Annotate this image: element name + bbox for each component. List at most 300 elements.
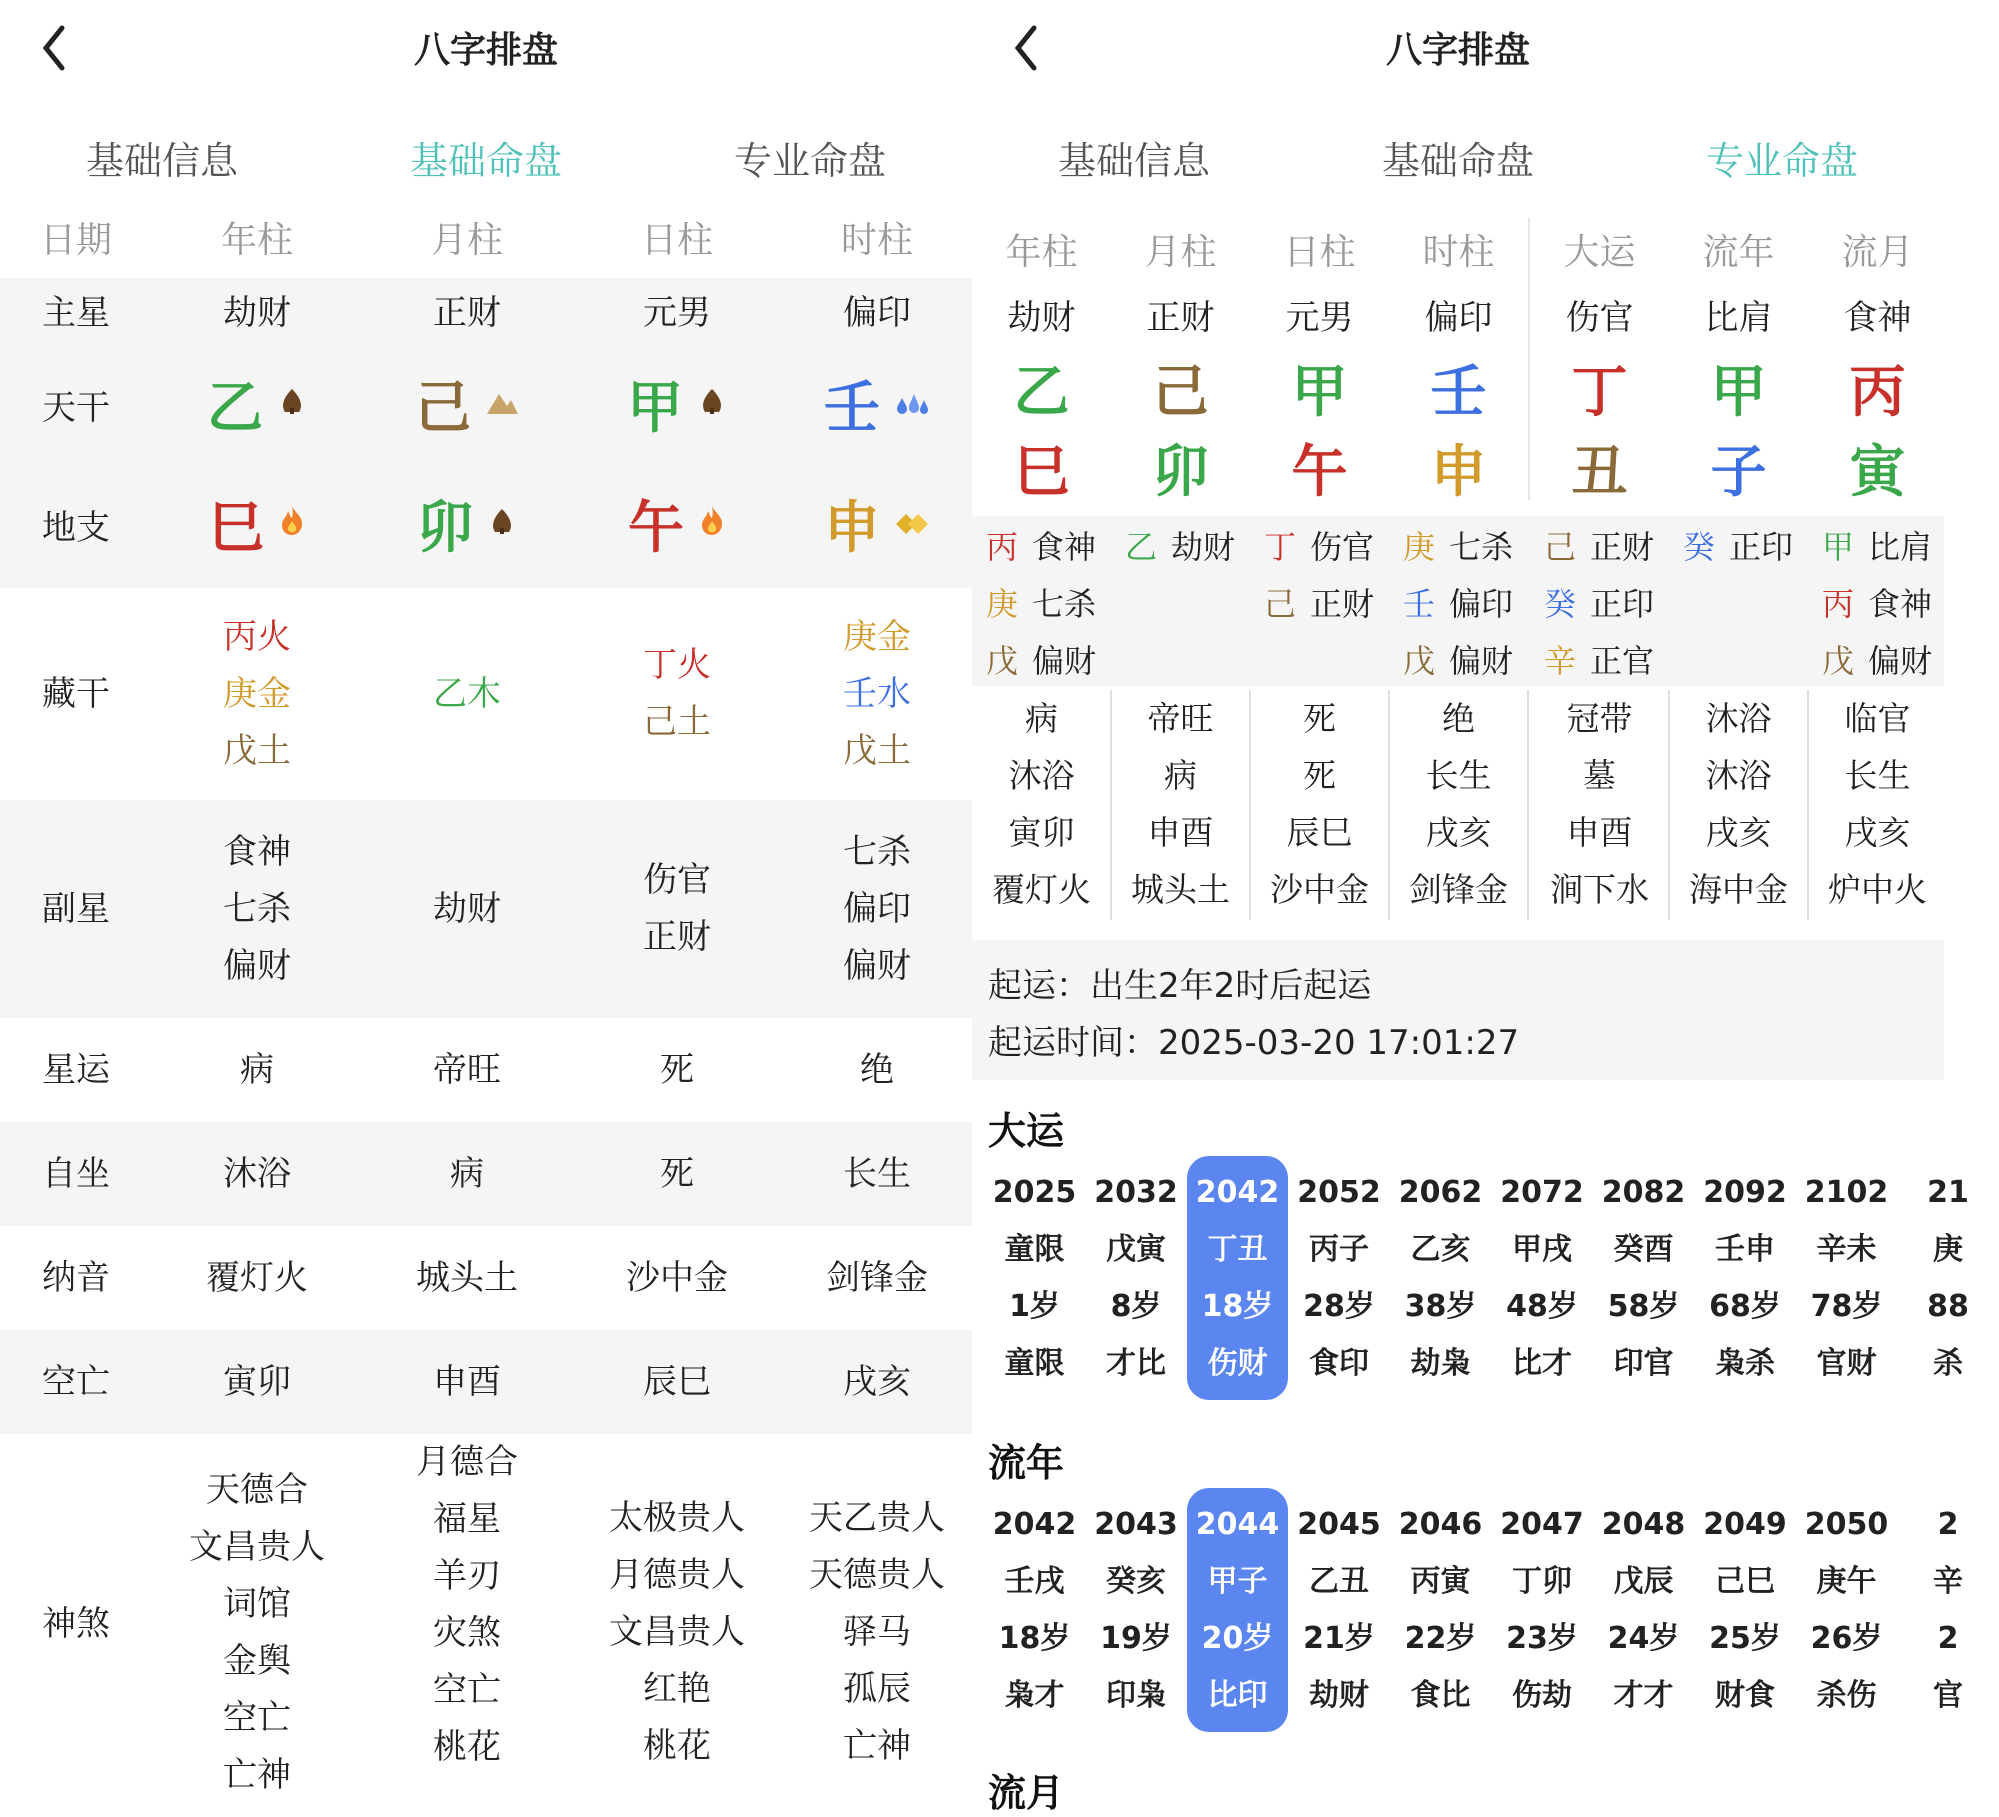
right-panel — [972, 0, 1969, 1815]
xingyun-cell: 帝旺 — [433, 1049, 501, 1090]
canggan-item: 壬水 — [843, 673, 911, 714]
hidden-stem-char: 己 — [1264, 584, 1297, 623]
liuyue-title: 流月 — [988, 1771, 1065, 1815]
hidden-stem-char: 戊 — [986, 641, 1019, 680]
dizhi-char: 子 — [1710, 440, 1767, 505]
liunian-line: 2043 — [1094, 1507, 1178, 1542]
tiangan-glyph: 壬 — [824, 375, 880, 441]
hidden-col — [1111, 516, 1250, 573]
fortune-item: 墓 — [1583, 756, 1616, 795]
hidden-stem-char: 癸 — [1544, 584, 1577, 623]
liunian-item[interactable] — [1187, 1488, 1288, 1732]
main-star: 食神 — [1843, 298, 1912, 338]
hidden-stem-char: 庚 — [986, 584, 1019, 623]
nayin-cell: 剑锋金 — [826, 1257, 928, 1298]
tiangan-char: 乙 — [1013, 360, 1070, 425]
shensha-item: 金舆 — [223, 1641, 291, 1681]
dayun-line: 2052 — [1297, 1175, 1381, 1210]
hidden-stem-god: 偏财 — [1868, 641, 1933, 680]
liunian-item[interactable] — [984, 1488, 1085, 1732]
hidden-stem — [1111, 516, 1250, 573]
hidden-stem-char: 丁 — [1264, 527, 1297, 566]
fortune-item: 死 — [1303, 756, 1336, 795]
dayun-line: 2102 — [1804, 1175, 1889, 1210]
fortune-item: 死 — [1303, 699, 1336, 738]
dayun-line: 2092 — [1703, 1175, 1787, 1210]
dayun-line: 58岁 — [1607, 1289, 1680, 1324]
hidden-stem — [1530, 516, 1669, 573]
hidden-stem — [1250, 516, 1389, 573]
dizhi-glyph: 午 — [628, 495, 684, 561]
liunian-line: 劫财 — [1309, 1678, 1369, 1713]
dayun-item[interactable] — [1187, 1156, 1288, 1400]
row-nayin — [0, 1226, 972, 1330]
tab-basic-info[interactable]: 基础信息 — [1057, 139, 1210, 183]
liunian-line: 戊辰 — [1613, 1564, 1674, 1599]
dayun-line: 1岁 — [1009, 1289, 1060, 1324]
liunian-line: 22岁 — [1404, 1621, 1477, 1656]
hidden-stem-char: 戊 — [1403, 641, 1436, 680]
fuxing-item: 七杀 — [843, 831, 911, 872]
fortune-item: 沐浴 — [1705, 756, 1772, 795]
liunian-line: 食比 — [1410, 1678, 1471, 1713]
fortune-item: 申酉 — [1147, 813, 1214, 852]
shensha-item: 文昌贵人 — [189, 1527, 325, 1567]
tiangan-char — [627, 375, 727, 441]
fortune-item: 沐浴 — [1008, 756, 1075, 795]
left-panel — [0, 0, 972, 1798]
dizhi-glyph: 卯 — [417, 495, 473, 561]
shensha-item: 天德贵人 — [809, 1555, 945, 1595]
wood-icon — [487, 500, 517, 557]
hidden-stem-char: 壬 — [1403, 584, 1436, 623]
zhuxing-cell: 元男 — [643, 292, 711, 333]
liunian-line: 官 — [1933, 1678, 1963, 1713]
hidden-stem-god: 比肩 — [1868, 527, 1933, 566]
dayun-line: 食印 — [1309, 1346, 1369, 1381]
hidden-stem-char: 癸 — [1683, 527, 1716, 566]
canggan-item: 丁火 — [643, 645, 711, 685]
liunian-line: 18岁 — [998, 1621, 1071, 1656]
canggan-item: 戊土 — [223, 730, 291, 771]
shensha-cell — [782, 1434, 972, 1814]
liunian-line: 乙丑 — [1309, 1564, 1369, 1599]
fortune-item: 覆灯火 — [992, 870, 1091, 909]
liunian-line: 枭才 — [1004, 1678, 1065, 1713]
dayun-item[interactable] — [984, 1156, 1085, 1400]
hidden-stem — [972, 573, 1111, 630]
hidden-stem — [972, 516, 1111, 573]
shensha-item: 空亡 — [433, 1670, 501, 1710]
hidden-stem-char: 戊 — [1822, 641, 1855, 680]
fortune-item: 冠带 — [1566, 699, 1633, 738]
dayun-item[interactable] — [1086, 1156, 1187, 1400]
dayun-line: 78岁 — [1810, 1289, 1883, 1324]
kongwang-cell: 申酉 — [433, 1361, 501, 1402]
main-star: 伤官 — [1565, 298, 1634, 338]
nayin-cell: 城头土 — [416, 1257, 518, 1298]
tiangan-cell — [572, 348, 782, 468]
pillar-header: 日柱 — [1283, 232, 1356, 273]
dizhi-char — [417, 495, 517, 561]
dayun-line: 戊寅 — [1106, 1232, 1166, 1267]
col-header: 时柱 — [840, 220, 913, 261]
liunian-line: 2047 — [1500, 1507, 1584, 1542]
pillar-header — [0, 212, 972, 268]
liunian-line: 印枭 — [1106, 1678, 1166, 1713]
row-label: 空亡 — [42, 1361, 110, 1402]
hidden-stem-char: 甲 — [1822, 527, 1855, 566]
dayun-line: 2072 — [1500, 1175, 1584, 1210]
hidden-stem — [1250, 573, 1389, 630]
shensha-cell — [152, 1434, 362, 1814]
canggan-item: 庚金 — [223, 673, 291, 714]
fortune-item: 涧下水 — [1550, 870, 1649, 909]
fuxing-item: 偏印 — [843, 888, 911, 929]
hidden-col — [1250, 516, 1389, 630]
kongwang-cell: 辰巳 — [643, 1361, 711, 1402]
page-title: 八字排盘 — [413, 30, 558, 71]
wood-icon — [277, 380, 307, 437]
fuxing-item: 食神 — [223, 831, 291, 872]
fuxing-cell — [152, 800, 362, 1018]
dizhi-char: 寅 — [1849, 440, 1906, 505]
tiangan-cell — [362, 348, 572, 468]
col-header: 日柱 — [640, 220, 713, 261]
canggan-cell — [572, 588, 782, 800]
tiangan-char: 甲 — [1710, 360, 1767, 425]
tiangan-char: 甲 — [1291, 360, 1348, 425]
dayun-line: 枭杀 — [1715, 1346, 1775, 1381]
tiangan-char: 己 — [1152, 360, 1209, 425]
row-tiangan — [0, 348, 972, 468]
dayun-line: 壬申 — [1715, 1232, 1775, 1267]
zhuxing-cell: 偏印 — [843, 292, 911, 333]
tab-basic-chart[interactable]: 基础命盘 — [1381, 139, 1534, 183]
shensha-item: 灾煞 — [433, 1613, 501, 1653]
hidden-stem-char: 庚 — [1403, 527, 1436, 566]
liunian-line: 2 — [1937, 1621, 1959, 1656]
star-fortune-col — [1111, 690, 1250, 918]
canggan-item: 庚金 — [843, 616, 911, 657]
qiyun-text: 起运：出生2年2时后起运 — [988, 966, 1372, 1006]
dayun-line: 辛未 — [1816, 1232, 1877, 1267]
shensha-item: 月德合 — [416, 1442, 518, 1482]
liunian-line: 财食 — [1715, 1678, 1775, 1713]
fortune-item: 炉中火 — [1828, 870, 1927, 909]
fuxing-item: 劫财 — [433, 888, 501, 929]
row-fuxing — [0, 800, 972, 1018]
liunian-line: 丙寅 — [1410, 1564, 1471, 1599]
hidden-stem-god: 偏印 — [1449, 584, 1514, 623]
main-star: 正财 — [1146, 298, 1215, 338]
hidden-stem-god: 正财 — [1590, 527, 1655, 566]
hidden-stem-god: 偏财 — [1449, 641, 1514, 680]
tiangan-cell — [152, 348, 362, 468]
hidden-stem-god: 七杀 — [1032, 584, 1097, 623]
pillar-header: 流月 — [1841, 232, 1914, 273]
fortune-item: 戌亥 — [1705, 813, 1772, 852]
tiangan-cell — [782, 348, 972, 468]
liunian-line: 2049 — [1703, 1507, 1787, 1542]
wood-icon — [697, 380, 727, 437]
liunian-line: 23岁 — [1506, 1621, 1578, 1656]
hidden-stem — [1389, 516, 1528, 573]
fuxing-cell — [572, 800, 782, 1018]
hidden-stem — [1808, 573, 1947, 630]
tab-pro-chart[interactable]: 专业命盘 — [733, 139, 886, 183]
star-fortune-col — [1530, 690, 1669, 918]
tiangan-char — [415, 375, 519, 441]
hidden-col — [972, 516, 1111, 687]
zizuo-cell: 长生 — [843, 1153, 911, 1194]
dizhi-char: 卯 — [1152, 440, 1209, 505]
row-label: 自坐 — [42, 1153, 110, 1194]
dizhi-char — [628, 495, 726, 561]
fuxing-item: 正财 — [643, 917, 711, 957]
dayun-item[interactable] — [1898, 1156, 1999, 1400]
dayun-line: 2082 — [1601, 1175, 1686, 1210]
shensha-item: 羊刃 — [433, 1556, 501, 1596]
tab-pro-chart[interactable]: 专业命盘 — [1705, 139, 1858, 183]
liunian-item[interactable] — [1593, 1488, 1694, 1732]
hidden-stem-char: 己 — [1544, 527, 1577, 566]
hidden-col — [1808, 516, 1947, 687]
liunian-line: 2 — [1937, 1507, 1959, 1542]
shensha-item: 桃花 — [643, 1726, 711, 1766]
pillar-header: 年柱 — [1005, 232, 1078, 273]
hidden-stems — [972, 516, 1944, 686]
dayun-line: 丁丑 — [1207, 1232, 1268, 1267]
shensha-item: 天乙贵人 — [809, 1498, 945, 1538]
liunian-line: 25岁 — [1709, 1621, 1781, 1656]
liunian-line: 2046 — [1398, 1507, 1483, 1542]
dayun-item[interactable] — [1796, 1156, 1897, 1400]
fortune-item: 寅卯 — [1008, 813, 1075, 852]
liunian-item[interactable] — [1492, 1488, 1593, 1732]
nayin-cell: 覆灯火 — [206, 1257, 308, 1298]
dayun-item[interactable] — [1695, 1156, 1796, 1400]
shensha-item: 亡神 — [843, 1726, 911, 1766]
dayun-line: 甲戌 — [1512, 1232, 1572, 1267]
dayun-line: 官财 — [1816, 1346, 1877, 1381]
canggan-item: 己土 — [643, 702, 711, 742]
hidden-stem-god: 正财 — [1310, 584, 1375, 623]
liunian-item[interactable] — [1796, 1488, 1897, 1732]
fortune-item: 病 — [1164, 756, 1197, 795]
fortune-item: 剑锋金 — [1409, 870, 1508, 909]
dayun-line: 28岁 — [1303, 1289, 1375, 1324]
dayun-line: 庚 — [1933, 1232, 1963, 1267]
tiangan-glyph: 甲 — [627, 375, 683, 441]
fire-icon — [278, 500, 306, 557]
fortune-item: 辰巳 — [1286, 813, 1353, 852]
tab-bar — [0, 130, 972, 194]
tiangan-char: 壬 — [1430, 360, 1487, 425]
dayun-line: 童限 — [1004, 1232, 1065, 1267]
header — [0, 0, 972, 96]
fuxing-cell — [362, 800, 572, 1018]
liunian-item[interactable] — [1898, 1488, 1999, 1732]
dayun-item[interactable] — [1289, 1156, 1390, 1400]
shensha-item: 词馆 — [223, 1584, 291, 1624]
xingyun-cell: 死 — [660, 1049, 694, 1090]
liunian-line: 26岁 — [1810, 1621, 1883, 1656]
liunian-line: 21岁 — [1303, 1621, 1375, 1656]
liunian-line: 2045 — [1297, 1507, 1381, 1542]
fuxing-item: 伤官 — [643, 860, 711, 900]
dayun-line: 印官 — [1613, 1346, 1674, 1381]
dayun-line: 68岁 — [1709, 1289, 1781, 1324]
fortune-item: 申酉 — [1566, 813, 1633, 852]
hidden-stem — [1530, 573, 1669, 630]
tab-basic-info[interactable]: 基础信息 — [85, 139, 238, 183]
hidden-col — [1530, 516, 1669, 687]
zhuxing-cell: 正财 — [433, 292, 501, 333]
col-header: 年柱 — [220, 220, 293, 261]
dayun-line: 2042 — [1195, 1175, 1280, 1210]
dizhi-glyph: 巳 — [208, 495, 264, 561]
liunian-line: 甲子 — [1207, 1564, 1268, 1599]
main-star: 偏印 — [1424, 298, 1493, 338]
liunian-item[interactable] — [1086, 1488, 1187, 1732]
dayun-item[interactable] — [1390, 1156, 1491, 1400]
dizhi-cell — [152, 468, 362, 588]
pillar-header: 大运 — [1563, 232, 1636, 273]
water-icon — [894, 380, 930, 437]
dayun-item[interactable] — [1593, 1156, 1694, 1400]
hidden-col — [1669, 516, 1808, 573]
dayun-line: 88 — [1927, 1289, 1969, 1324]
hidden-stem-god: 正印 — [1729, 527, 1794, 566]
pillar-header: 时柱 — [1422, 232, 1495, 273]
hidden-stem — [1808, 630, 1947, 687]
row-kongwang — [0, 1330, 972, 1434]
dayun-title: 大运 — [988, 1109, 1065, 1153]
shensha-item: 天德合 — [206, 1470, 308, 1510]
liunian-item[interactable] — [1695, 1488, 1796, 1732]
main-star: 比肩 — [1704, 298, 1773, 338]
liunian-line: 己巳 — [1715, 1564, 1775, 1599]
liunian-line: 丁卯 — [1512, 1564, 1572, 1599]
dayun-line: 才比 — [1106, 1346, 1166, 1381]
liunian-item[interactable] — [1289, 1488, 1390, 1732]
metal-icon — [894, 500, 930, 557]
canggan-item: 乙木 — [433, 673, 501, 714]
row-label: 藏干 — [42, 673, 110, 714]
nayin-cell: 沙中金 — [626, 1257, 728, 1298]
dizhi-char: 申 — [1430, 440, 1487, 505]
fortune-item: 病 — [1025, 699, 1058, 738]
liunian-line: 2044 — [1195, 1507, 1280, 1542]
fortune-item: 长生 — [1844, 756, 1911, 795]
col-header: 日期 — [39, 220, 112, 261]
divider — [1527, 690, 1529, 920]
zizuo-cell: 死 — [660, 1153, 694, 1194]
fortune-item: 帝旺 — [1147, 699, 1214, 738]
canggan-item: 丙火 — [223, 616, 291, 657]
tab-bar — [972, 130, 1944, 194]
dayun-line: 比才 — [1512, 1346, 1572, 1381]
liunian-line: 辛 — [1933, 1564, 1963, 1599]
shensha-item: 空亡 — [223, 1698, 291, 1738]
col-header: 月柱 — [430, 220, 503, 261]
earth-icon — [485, 380, 519, 437]
header — [972, 0, 1944, 96]
zizuo-cell: 沐浴 — [223, 1153, 291, 1194]
liunian-line: 24岁 — [1607, 1621, 1680, 1656]
dayun-line: 48岁 — [1506, 1289, 1578, 1324]
fortune-item: 城头土 — [1131, 870, 1230, 909]
hidden-stem-char: 丙 — [986, 527, 1019, 566]
liunian-line: 比印 — [1207, 1678, 1268, 1713]
qiyun-time: 起运时间：2025-03-20 17:01:27 — [988, 1023, 1520, 1063]
shensha-item: 福星 — [433, 1499, 501, 1539]
dayun-line: 乙亥 — [1410, 1232, 1471, 1267]
row-xingyun — [0, 1018, 972, 1122]
hidden-stem-char: 乙 — [1125, 527, 1158, 566]
hidden-stem — [1669, 516, 1808, 573]
qiyun-box — [972, 940, 1944, 1080]
hidden-stem-god: 伤官 — [1310, 527, 1375, 566]
dayun-line: 2025 — [992, 1175, 1077, 1210]
tiangan-char: 丙 — [1849, 360, 1906, 425]
dizhi-char: 丑 — [1571, 440, 1628, 505]
shensha-item: 红艳 — [643, 1669, 711, 1709]
liunian-line: 20岁 — [1201, 1621, 1274, 1656]
tiangan-glyph: 己 — [415, 375, 471, 441]
liunian-line: 癸亥 — [1106, 1564, 1166, 1599]
shensha-item: 驿马 — [843, 1612, 911, 1652]
liunian-line: 庚午 — [1816, 1564, 1877, 1599]
hidden-stem-char: 丙 — [1822, 584, 1855, 623]
main-star: 元男 — [1285, 298, 1354, 338]
shensha-item: 文昌贵人 — [609, 1612, 745, 1652]
fortune-item: 临官 — [1844, 699, 1911, 738]
dayun-line: 21 — [1927, 1175, 1969, 1210]
fire-icon — [698, 500, 726, 557]
fuxing-item: 偏财 — [223, 945, 291, 986]
fuxing-cell — [782, 800, 972, 1018]
dayun-line: 杀 — [1933, 1346, 1963, 1381]
xingyun-cell: 绝 — [860, 1049, 894, 1090]
dayun-line: 2062 — [1398, 1175, 1483, 1210]
row-canggan — [0, 588, 972, 800]
hidden-stem-god: 食神 — [1868, 584, 1933, 623]
hidden-stem — [1530, 630, 1669, 687]
hidden-stem-char: 辛 — [1544, 641, 1577, 680]
hidden-stem — [1389, 573, 1528, 630]
shensha-item: 月德贵人 — [609, 1555, 745, 1595]
tiangan-char: 丁 — [1571, 360, 1628, 425]
liunian-item[interactable] — [1390, 1488, 1491, 1732]
dayun-line: 38岁 — [1404, 1289, 1477, 1324]
liunian-line: 杀伤 — [1816, 1678, 1877, 1713]
hidden-stem-god: 食神 — [1032, 527, 1097, 566]
dayun-item[interactable] — [1492, 1156, 1593, 1400]
row-dizhi — [0, 468, 972, 588]
hidden-stem-god: 正官 — [1590, 641, 1655, 680]
hidden-stem-god: 正印 — [1590, 584, 1655, 623]
pillar-header: 月柱 — [1144, 232, 1217, 273]
row-zizuo — [0, 1122, 972, 1226]
fortune-item: 戌亥 — [1844, 813, 1911, 852]
row-label: 副星 — [42, 888, 110, 929]
dizhi-char: 午 — [1291, 440, 1348, 505]
page-title: 八字排盘 — [1385, 30, 1530, 71]
dizhi-cell — [782, 468, 972, 588]
tab-basic-chart[interactable]: 基础命盘 — [409, 139, 562, 183]
